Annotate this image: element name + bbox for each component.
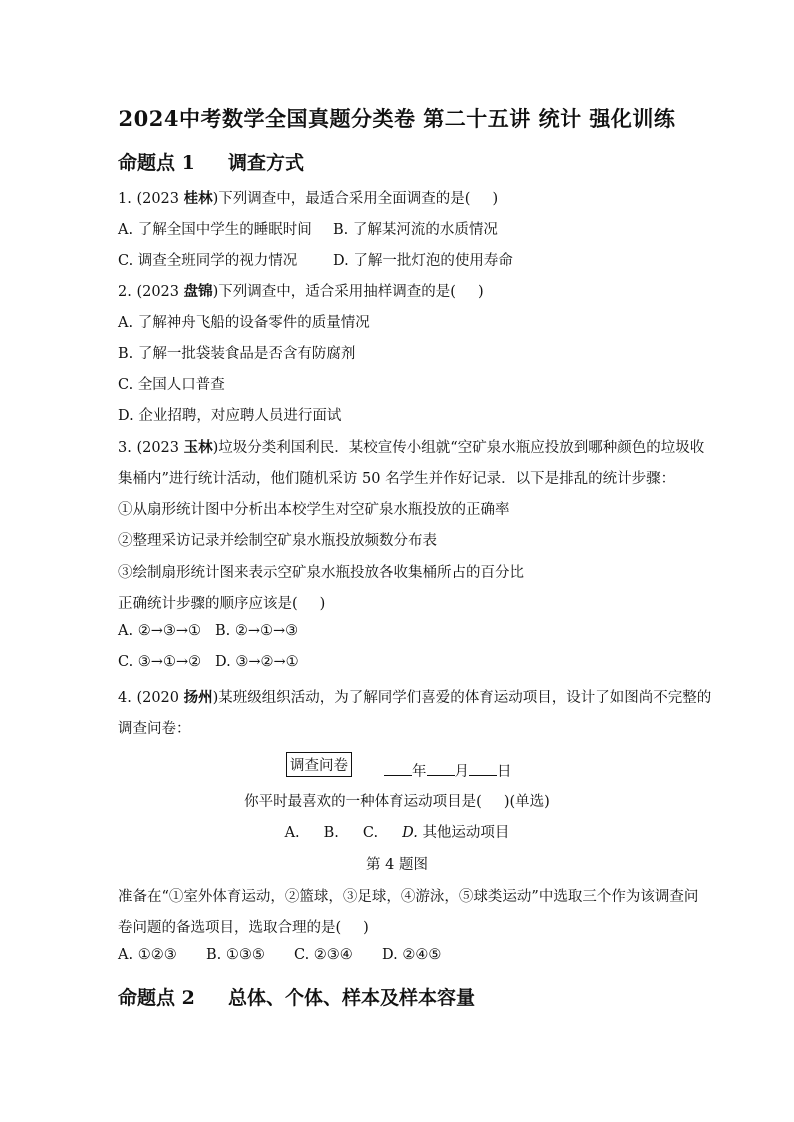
choice-c: C. [362, 825, 379, 841]
option-a: A. 了解神舟飞船的设备零件的质量情况 [118, 315, 370, 331]
option-c: C. 调查全班同学的视力情况 [118, 253, 298, 269]
question-3-options-row-2 [118, 654, 299, 670]
choice-b: B. [323, 825, 339, 841]
question-3-ask: 正确统计步骤的顺序应该是( ) [118, 596, 326, 612]
option-b: B. ②→①→③ [215, 623, 299, 639]
option-d: D. 了解一批灯泡的使用寿命 [333, 253, 513, 269]
question-4-follow: 准备在“①室外体育运动，②篮球，③足球，④游泳，⑤球类运动”中选取三个作为该调查问 [118, 889, 699, 905]
option-c: C. ②③④ [294, 947, 353, 963]
step-3: ③绘制扇形统计图来表示空矿泉水瓶投放各收集桶所占的百分比 [118, 565, 524, 581]
choice-d: D. 其他运动项目 [402, 825, 510, 841]
option-a: A. ②→③→① [118, 623, 201, 639]
figure-caption: 第 4 题图 [366, 857, 428, 873]
question-3-stem: 3. (2023 玉林)垃圾分类利国利民．某校宣传小组就“空矿泉水瓶应投放到哪种颜色的垃圾收 [118, 439, 705, 456]
question-1-stem: 1. (2023 桂林)下列调查中，最适合采用全面调查的是( ) [118, 190, 499, 207]
option-d: D. ②④⑤ [382, 947, 442, 963]
option-c: C. ③→①→② [118, 654, 202, 670]
option-b: B. ①③⑤ [206, 947, 265, 963]
question-1-options-row-2 [118, 249, 513, 270]
section-number: 命题点 1 [118, 152, 195, 174]
question-4-follow-cont: 卷问题的备选项目，选取合理的是( ) [118, 920, 369, 936]
section-number: 命题点 2 [118, 987, 195, 1009]
question-4-stem: 4. (2020 扬州)某班级组织活动，为了解同学们喜爱的体育运动项目，设计了如图尚不完整的 [118, 689, 712, 706]
step-2: ②整理采访记录并绘制空矿泉水瓶投放频数分布表 [118, 533, 437, 549]
question-4-options [118, 947, 441, 963]
question-source: 盘锦 [183, 283, 213, 300]
question-1-options-row-1 [118, 218, 498, 239]
option-d: D. ③→②→① [215, 654, 299, 670]
question-4-stem-cont: 调查问卷： [118, 721, 191, 737]
section-name: 总体、个体、样本及样本容量 [228, 987, 476, 1009]
choice-a: A. [284, 825, 300, 841]
option-b: B. 了解某河流的水质情况 [333, 222, 498, 238]
option-d: D. 企业招聘，对应聘人员进行面试 [118, 408, 342, 424]
option-c: C. 全国人口普查 [118, 377, 225, 393]
option-a: A. 了解全国中学生的睡眠时间 [118, 222, 312, 238]
question-source: 扬州 [183, 689, 213, 706]
section-heading-2 [118, 983, 475, 1010]
survey-question: 你平时最喜欢的一种体育运动项目是( )(单选) [244, 794, 550, 810]
step-1: ①从扇形统计图中分析出本校学生对空矿泉水瓶投放的正确率 [118, 502, 510, 518]
survey-date: 年 月 日 [384, 760, 512, 781]
question-source: 桂林 [183, 190, 213, 207]
question-source: 玉林 [183, 439, 213, 456]
option-b: B. 了解一批袋装食品是否含有防腐剂 [118, 346, 356, 362]
question-3-stem-cont: 集桶内”进行统计活动，他们随机采访 50 名学生并作好记录．以下是排乱的统计步骤： [118, 471, 676, 487]
option-a: A. ①②③ [118, 947, 177, 963]
question-3-options-row-1 [118, 623, 298, 639]
section-name: 调查方式 [228, 152, 305, 174]
page-title: 2024中考数学全国真题分类卷 第二十五讲 统计 强化训练 [118, 106, 676, 131]
section-heading-1 [118, 148, 304, 175]
question-2-stem: 2. (2023 盘锦)下列调查中，适合采用抽样调查的是( ) [118, 283, 484, 300]
survey-choices [0, 821, 794, 842]
survey-box-label: 调查问卷 [286, 752, 352, 777]
